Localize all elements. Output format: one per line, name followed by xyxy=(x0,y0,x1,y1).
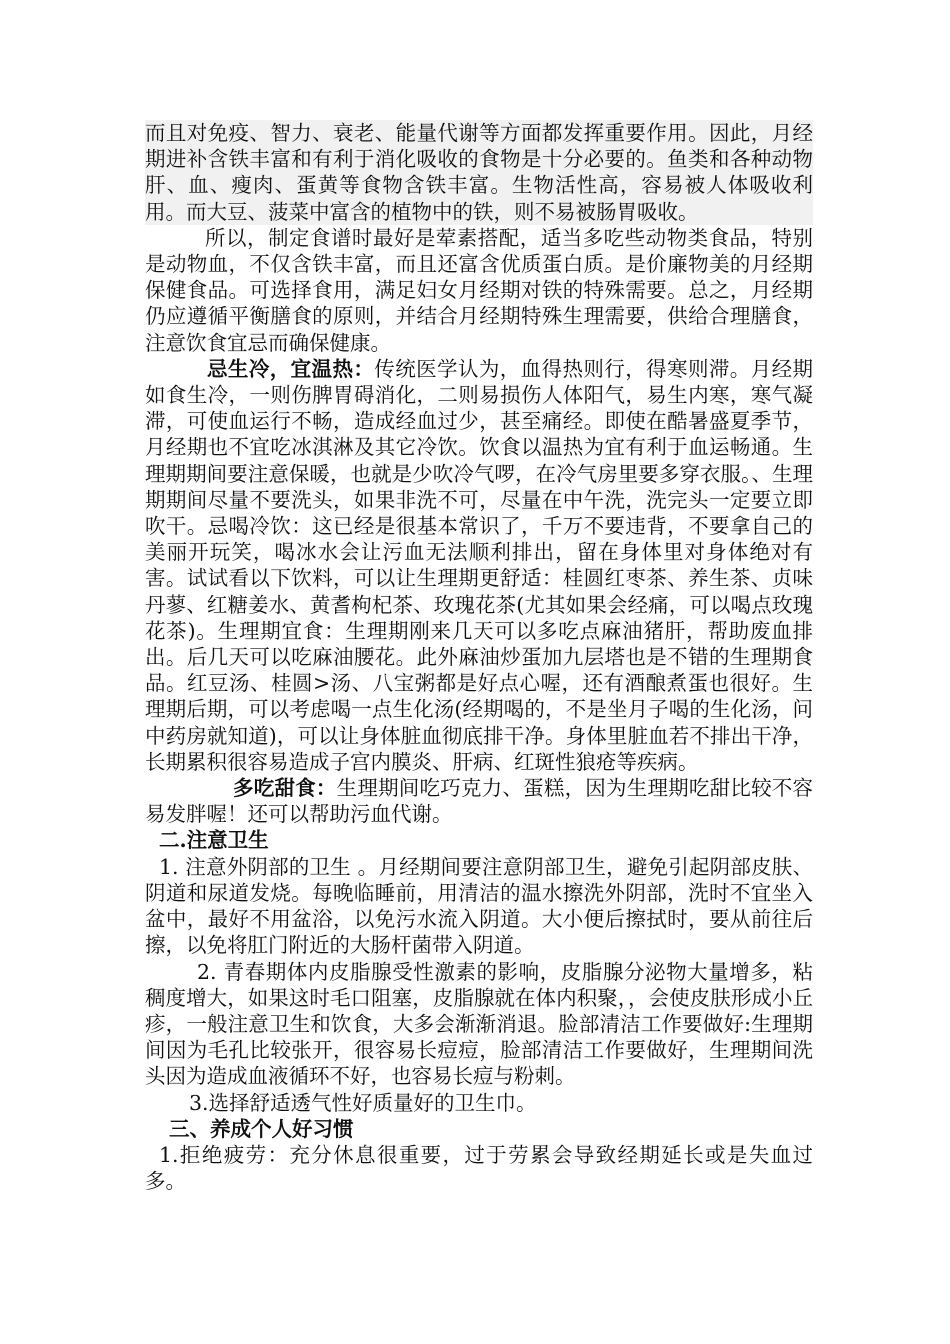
avoid-cold-text: 传统医学认为，血得热则行，得寒则滞。月经期如食生冷，一则伤脾胃碍消化，二则易损伤人体阳气，易生内寒，寒气凝滞，可使血运行不畅，造成经血过少，甚至痛经。即使在酷暑盛夏季节，月经期也不宜吃冰淇淋及其它冷饮。饮食以温热为宜有利于血运畅通。生理期期间要注意保暖，也就是少吹冷气啰，在冷气房里要多穿衣服。、生理期期间尽量不要洗头，如果非洗不可，尽量在中午洗，洗完头一定要立即吹干。忌喝冷饮：这已经是很基本常识了，千万不要违背，不要拿自己的美丽开玩笑，喝冰水会让污血无法顺利排出，留在身体里对身体绝对有害。试试看以下饮料，可以让生理期更舒适：桂圆红枣茶、养生茶、贞味丹蓼、红糖姜水、黄耆枸杞茶、玫瑰花茶(尤其如果会经痛，可以喝点玫瑰花茶)。生理期宜食：生理期刚来几天可以多吃点麻油猪肝，帮助废血排出。后几天可以吃麻油腰花。此外麻油炒蛋加九层塔也是不错的生理期食品。红豆汤、桂圆>汤、八宝粥都是好点心喔，还有酒酿煮蛋也很好。生理期后期，可以考虑喝一点生化汤(经期喝的，不是坐月子喝的生化汤，问中药房就知道)，可以让身体脏血彻底排干净。身体里脏血若不排出干净，长期累积很容易造成子宫内膜炎、肝病、红斑性狼疮等疾病。 xyxy=(145,356,814,774)
document-page xyxy=(145,120,813,1194)
habits-item-1: 1.拒绝疲劳：充分休息很重要，过于劳累会导致经期延长或是失血过多。 xyxy=(145,1142,813,1194)
section-heading-habits: 三、养成个人好习惯 xyxy=(169,1116,354,1141)
paragraph-avoid-cold xyxy=(145,356,813,775)
sweets-label: 多吃甜食： xyxy=(233,776,337,801)
paragraph-diet-balance: 所以，制定食谱时最好是荤素搭配，适当多吃些动物类食品，特别是动物血，不仅含铁丰富，而且还富含优质蛋白质。是价廉物美的月经期保健食品。可选择食用，满足妇女月经期对铁的特殊需要。总之，月经期仍应遵循平衡膳食的原则，并结合月经期特殊生理需要，供给合理膳食，注意饮食宜忌而确保健康。 xyxy=(145,225,813,355)
section-heading-hygiene: 二.注意卫生 xyxy=(159,828,269,853)
hygiene-item-2: 2. 青春期体内皮脂腺受性激素的影响，皮脂腺分泌物大量增多，粘稠度增大，如果这时毛口阻塞，皮脂腺就在体内积聚，，会使皮肤形成小丘疹，一般注意卫生和饮食，大多会渐渐消退。脸部清洁工作要做好:生理期间因为毛孔比较张开，很容易长痘痘，脸部清洁工作要做好，生理期间洗头因为造成血液循环不好，也容易长痘与粉刺。 xyxy=(145,959,813,1089)
hygiene-item-3: 3.选择舒适透气性好质量好的卫生巾。 xyxy=(189,1090,537,1115)
hygiene-item-1: 1. 注意外阴部的卫生 。月经期间要注意阴部卫生，避免引起阴部皮肤、阴道和尿道发烧。每晚临睡前，用清洁的温水擦洗外阴部，洗时不宜坐入盆中，最好不用盆浴，以免污水流入阴道。大小便后擦拭时，要从前往后擦，以免将肛门附近的大肠杆菌带入阴道。 xyxy=(145,854,813,958)
sweets-text: 生理期间吃巧克力、蛋糕，因为生理期吃甜比较不容易发胖喔！还可以帮助污血代谢。 xyxy=(145,776,814,827)
paragraph-sweets xyxy=(145,775,813,827)
avoid-cold-label: 忌生冷，宜温热： xyxy=(207,356,375,381)
paragraph-iron-importance: 而且对免疫、智力、衰老、能量代谢等方面都发挥重要作用。因此，月经期进补含铁丰富和有利于消化吸收的食物是十分必要的。鱼类和各种动物肝、血、瘦肉、蛋黄等食物含铁丰富。生物活性高，容易被人体吸收利用。而大豆、菠菜中富含的植物中的铁，则不易被肠胃吸收。 xyxy=(145,121,813,224)
